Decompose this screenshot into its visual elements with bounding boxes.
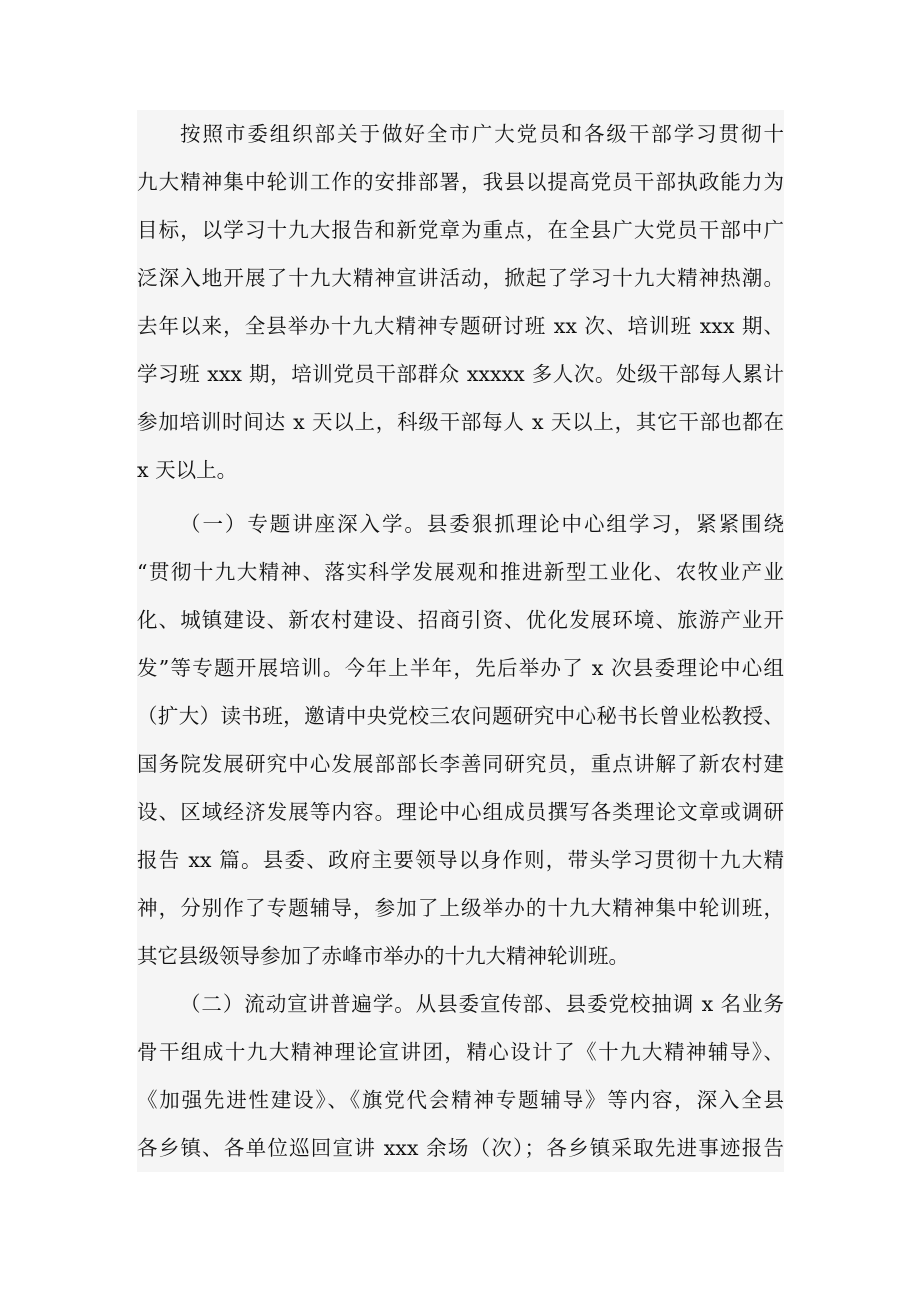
paragraph-1-line-4: 泛深入地开展了十九大精神宣讲活动，掀起了学习十九大精神热潮。 [137,266,784,290]
paragraph-1-line-1: 按照市委组织部关于做好全市广大党员和各级干部学习贯彻十 [180,122,784,146]
paragraph-1-line-5: 去年以来，全县举办十九大精神专题研讨班 xx 次、培训班 xxx 期、 [137,314,784,338]
paragraph-2-line-8: 报告 xx 篇。县委、政府主要领导以身作则，带头学习贯彻十九大精 [137,848,784,872]
paragraph-3-line-3: 《加强先进性建设》、《旗党代会精神专题辅导》等内容，深入全县 [137,1088,784,1112]
paragraph-1-line-8: x 天以上。 [137,458,238,482]
paragraph-3-line-1: （二）流动宣讲普遍学。从县委宣传部、县委党校抽调 x 名业务 [180,992,784,1016]
paragraph-2-line-6: 国务院发展研究中心发展部部长李善同研究员，重点讲解了新农村建 [137,752,784,776]
paragraph-2-line-4: 发”等专题开展培训。今年上半年，先后举办了 x 次县委理论中心组 [137,656,784,680]
paragraph-1-line-3: 目标，以学习十九大报告和新党章为重点，在全县广大党员干部中广 [137,218,784,242]
paragraph-2-line-3: 化、城镇建设、新农村建设、招商引资、优化发展环境、旅游产业开 [137,608,784,632]
paragraph-2-line-7: 设、区域经济发展等内容。理论中心组成员撰写各类理论文章或调研 [137,800,784,824]
paragraph-2-line-1: （一）专题讲座深入学。县委狠抓理论中心组学习，紧紧围绕 [180,512,784,536]
paragraph-3-line-2: 骨干组成十九大精神理论宣讲团，精心设计了《十九大精神辅导》、 [137,1040,784,1064]
paragraph-2-line-2: “贯彻十九大精神、落实科学发展观和推进新型工业化、农牧业产业 [137,560,784,584]
paragraph-1-line-2: 九大精神集中轮训工作的安排部署，我县以提高党员干部执政能力为 [137,170,784,194]
paragraph-2-line-10: 其它县级领导参加了赤峰市举办的十九大精神轮训班。 [137,944,629,968]
paragraph-1-line-6: 学习班 xxx 期，培训党员干部群众 xxxxx 多人次。处级干部每人累计 [137,362,784,386]
paragraph-2-line-9: 神，分别作了专题辅导，参加了上级举办的十九大精神集中轮训班， [137,896,784,920]
document-body [137,110,784,1172]
paragraph-1-line-7: 参加培训时间达 x 天以上，科级干部每人 x 天以上，其它干部也都在 [137,410,784,434]
paragraph-3-line-4: 各乡镇、各单位巡回宣讲 xxx 余场（次）；各乡镇采取先进事迹报告 [137,1136,784,1160]
paragraph-2-line-5: （扩大）读书班，邀请中央党校三农问题研究中心秘书长曾业松教授、 [137,704,784,728]
